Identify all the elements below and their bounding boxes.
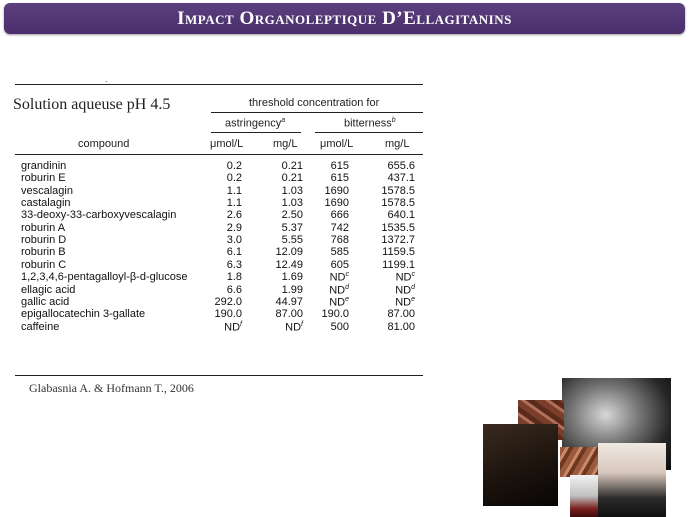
- astringency-mg: 1.99: [281, 283, 303, 296]
- table-row: [15, 160, 425, 172]
- table-top-rule: [15, 84, 423, 85]
- astringency-umol: 2.6: [226, 209, 242, 222]
- table-row: [15, 259, 425, 271]
- compound-name: roburin B: [21, 246, 66, 259]
- bitterness-umol: 1690: [324, 197, 349, 210]
- compound-name: castalagin: [21, 197, 71, 210]
- astringency-umol: 1.1: [226, 184, 242, 197]
- threshold-header: threshold concentration for: [249, 97, 380, 109]
- astringency-umol: 0.2: [226, 172, 242, 185]
- barrel-cellar-photo: [483, 424, 558, 506]
- astringency-umol: 6.3: [226, 258, 242, 271]
- bitterness-rule: [315, 132, 423, 133]
- astringency-mg: 1.69: [281, 271, 303, 284]
- compound-name: grandinin: [21, 160, 67, 172]
- citation: Glabasnia A. & Hofmann T., 2006: [29, 381, 194, 395]
- astringency-mg: $ND^f$: [285, 320, 303, 334]
- bitterness-mg: 437.1: [387, 172, 415, 185]
- astringency-mg: 0.21: [281, 172, 303, 185]
- bitterness-umol: 1690: [324, 184, 349, 197]
- compound-name: epigallocatechin 3-gallate: [21, 308, 146, 321]
- compound-name: roburin C: [21, 258, 67, 271]
- table-row: [15, 234, 425, 246]
- table-row: [15, 308, 425, 320]
- astringency-umol: 3.0: [226, 234, 242, 247]
- compound-name: roburin E: [21, 172, 66, 185]
- compound-name: caffeine: [21, 320, 60, 333]
- table-row: [15, 296, 425, 308]
- mg-header-astringency: mg/L: [273, 138, 298, 150]
- bitterness-mg: 87.00: [387, 308, 415, 321]
- astringency-umol: 292.0: [214, 295, 242, 308]
- astringency-umol: 6.6: [226, 283, 242, 296]
- compound-name: roburin D: [21, 234, 67, 247]
- oak-chips-photo-2: [560, 447, 600, 477]
- table-row: [15, 321, 425, 333]
- compound-name: ellagic acid: [21, 283, 76, 296]
- astringency-mg: 1.03: [281, 197, 303, 210]
- bitterness-mg: 1159.5: [382, 246, 415, 259]
- table-bottom-rule: [15, 375, 423, 376]
- table-row: [15, 271, 425, 283]
- umol-header-astringency: μmol/L: [210, 138, 244, 150]
- table-row: [15, 222, 425, 234]
- table-row: [15, 284, 425, 296]
- decorative-dot: .: [105, 74, 108, 84]
- bitterness-umol: 615: [330, 160, 349, 172]
- bitterness-mg: 81.00: [387, 320, 415, 333]
- wine-taster-photo: [598, 443, 666, 517]
- bitterness-mg: 1199.1: [382, 258, 415, 271]
- bitterness-umol: $ND^d$: [329, 283, 349, 297]
- astringency-mg: 5.37: [281, 221, 303, 234]
- bitterness-umol: 615: [330, 172, 349, 185]
- astringency-header: astringency$^a$: [225, 117, 286, 130]
- compound-header: compound: [78, 138, 130, 150]
- table-row: [15, 172, 425, 184]
- bitterness-mg: $ND^d$: [395, 283, 415, 297]
- astringency-umol: 190.0: [214, 308, 242, 321]
- astringency-umol: 1.1: [226, 197, 242, 210]
- bitterness-mg: $ND^e$: [395, 295, 415, 309]
- bitterness-mg: $ND^c$: [395, 271, 415, 284]
- astringency-mg: 1.03: [281, 184, 303, 197]
- bitterness-mg: 1372.7: [381, 234, 415, 247]
- astringency-umol: 0.2: [226, 160, 242, 172]
- bitterness-mg: 1578.5: [381, 197, 415, 210]
- bitterness-umol: $ND^c$: [329, 271, 349, 284]
- compound-name: 1,2,3,4,6-pentagalloyl-β-d-glucose: [21, 271, 188, 284]
- bitterness-header: bitterness$^b$: [344, 117, 396, 130]
- table-row: [15, 185, 425, 197]
- slide-title: Impact Organoleptique D’Ellagitanins: [177, 8, 512, 29]
- table-row: [15, 246, 425, 258]
- umol-header-bitterness: μmol/L: [320, 138, 354, 150]
- astringency-mg: 2.50: [281, 209, 303, 222]
- compound-name: gallic acid: [21, 295, 70, 308]
- bitterness-umol: 500: [330, 320, 349, 333]
- astringency-mg: 5.55: [281, 234, 303, 247]
- astringency-rule: [211, 132, 301, 133]
- title-bar: [4, 3, 685, 34]
- astringency-mg: 12.49: [275, 258, 303, 271]
- threshold-table: [13, 74, 425, 376]
- compound-name: 33-deoxy-33-carboxyvescalagin: [21, 209, 177, 222]
- compound-name: vescalagin: [21, 184, 73, 197]
- bitterness-umol: 190.0: [321, 308, 349, 321]
- bitterness-mg: 1535.5: [381, 221, 415, 234]
- astringency-umol: 1.8: [226, 271, 242, 284]
- astringency-umol: 6.1: [226, 246, 242, 259]
- bitterness-umol: 666: [330, 209, 349, 222]
- table-row: [15, 209, 425, 221]
- bitterness-umol: $ND^e$: [329, 295, 349, 309]
- bitterness-mg: 640.1: [387, 209, 415, 222]
- bitterness-umol: 768: [330, 234, 349, 247]
- astringency-mg: 0.21: [281, 160, 303, 172]
- bitterness-umol: 585: [330, 246, 349, 259]
- bitterness-umol: 742: [330, 221, 349, 234]
- table-row: [15, 197, 425, 209]
- bitterness-mg: 655.6: [387, 160, 415, 172]
- solution-label: Solution aqueuse pH 4.5: [13, 96, 171, 113]
- astringency-umol: 2.9: [226, 221, 242, 234]
- astringency-mg: 12.09: [275, 246, 303, 259]
- astringency-umol: $ND^f$: [224, 320, 242, 334]
- header-bottom-rule: [15, 154, 423, 155]
- astringency-mg: 87.00: [275, 308, 303, 321]
- astringency-mg: 44.97: [275, 295, 303, 308]
- bitterness-umol: 605: [330, 258, 349, 271]
- mg-header-bitterness: mg/L: [385, 138, 410, 150]
- threshold-rule: [211, 112, 423, 113]
- bitterness-mg: 1578.5: [381, 184, 415, 197]
- compound-name: roburin A: [21, 221, 66, 234]
